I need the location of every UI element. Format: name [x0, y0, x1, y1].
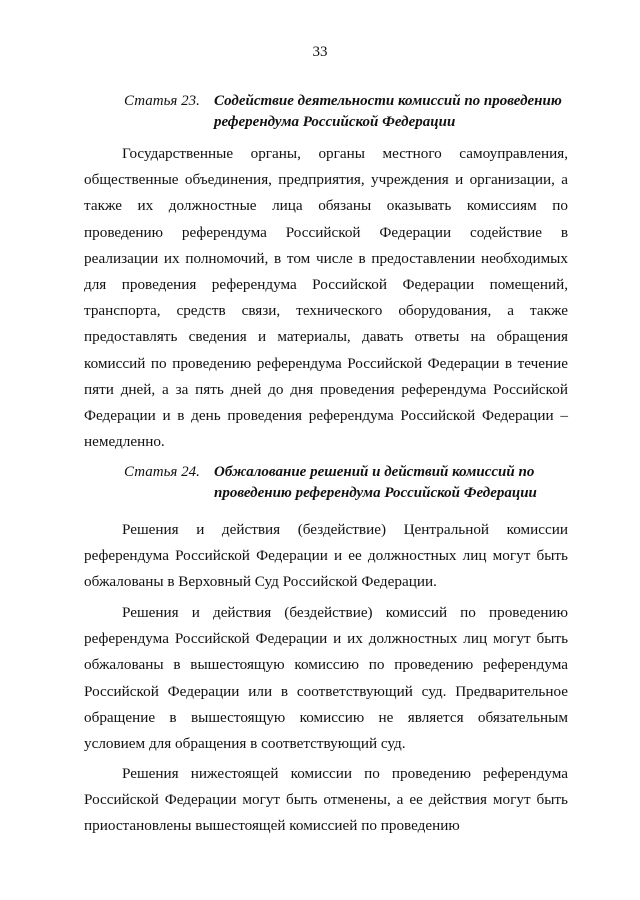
- article-24-paragraph-1: Решения и действия (бездействие) Центральной комиссии референдума Российской Федерации и ее должностных лиц могут быть обжалованы в Верховный Суд Российской Федерации.: [84, 521, 568, 591]
- article-24-paragraph-2: Решения и действия (бездействие) комиссий по проведению референдума Российской Федерации и их должностных лиц могут быть обжалованы в вышестоящую комиссию по проведению референдума Российской Федерации или в соответствующий суд. Предварительное обращение в вышестоящую комиссию не является обязательным условием для обращения в соответствующий суд.: [84, 604, 568, 753]
- article-24-title: Обжалование решений и действий комиссий по проведению референдума Российской Федерации: [214, 464, 537, 501]
- page-number: 33: [312, 44, 328, 60]
- article-23-title: Содействие деятельности комиссий по проведению референдума Российской Федерации: [214, 93, 562, 130]
- article-23-paragraph-1: Государственные органы, органы местного самоуправления, общественные объединения, предприятия, учреждения и организации, а также их должностные лица обязаны оказывать комиссиям по проведению референдума Российской Федерации содействие в реализации их полномочий, в том числе в предоставлении необходимых для проведения референдума Российской Федерации помещений, транспорта, средств связи, технического оборудования, а также предоставлять сведения и материалы, давать ответы на обращения комиссий по проведению референдума Российской Федерации в течение пяти дней, а за пять дней до дня проведения референдума Российской Федерации и в день проведения референдума Российской Федерации – немедленно.: [84, 145, 568, 451]
- article-23-label: Статья 23.: [124, 93, 200, 109]
- article-23-heading: [124, 91, 584, 133]
- article-24-label: Статья 24.: [124, 464, 200, 480]
- article-24-heading: [124, 462, 584, 504]
- article-24-paragraph-3: Решения нижестоящей комиссии по проведению референдума Российской Федерации могут быть отменены, а ее действия могут быть приостановлены вышестоящей комиссией по проведению: [84, 765, 568, 835]
